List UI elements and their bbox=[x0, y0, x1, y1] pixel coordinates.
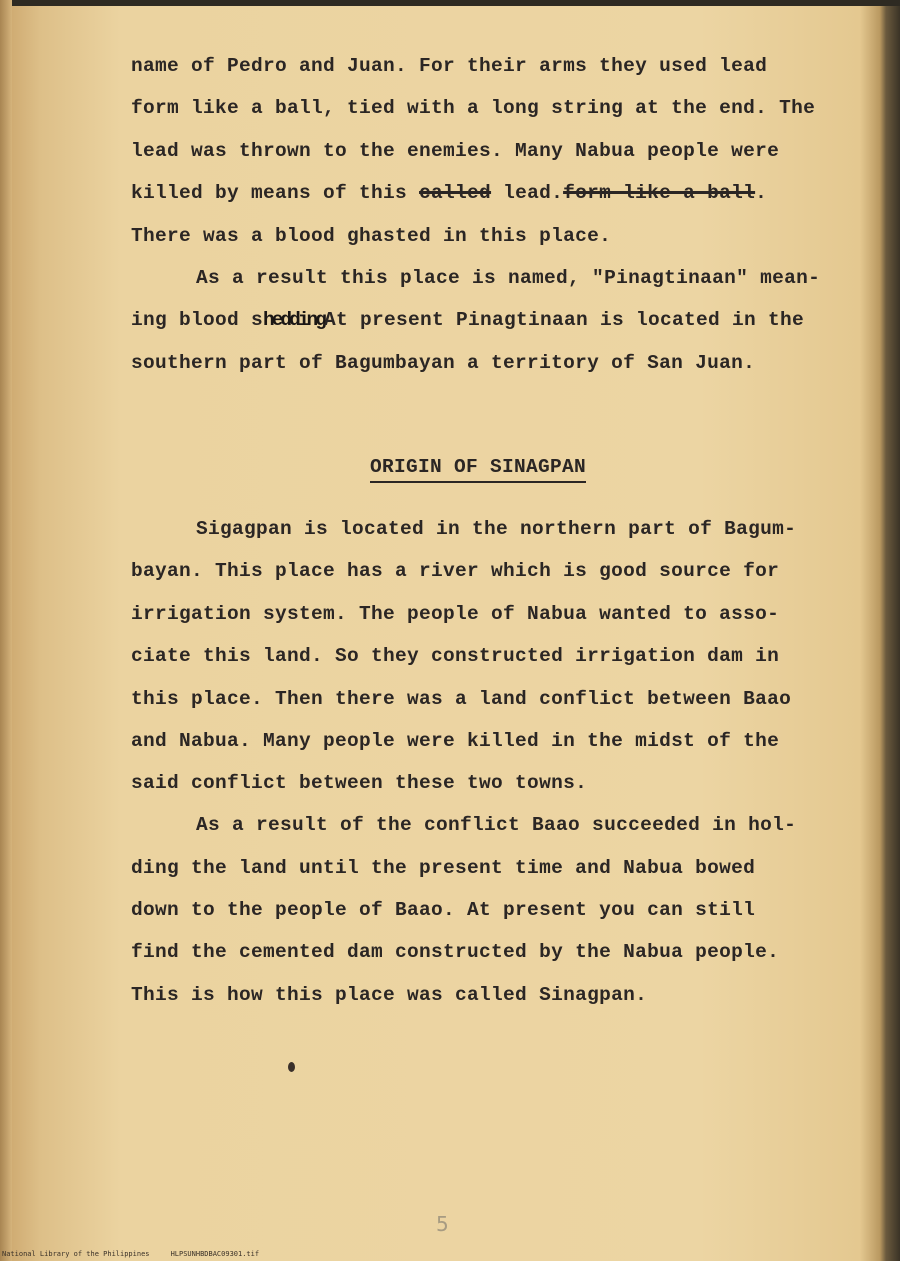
struck-phrase: form like a ball bbox=[563, 182, 756, 204]
text-line: this place. Then there was a land conflict between Baao bbox=[131, 688, 792, 710]
text-line: said conflict between these two towns. bbox=[131, 772, 588, 794]
text-line: name of Pedro and Juan. For their arms they used lead bbox=[131, 55, 768, 77]
text-line-with-strikeouts bbox=[131, 182, 767, 204]
text-line: Sigagpan is located in the northern part of Bagum- bbox=[196, 518, 797, 540]
page-number: 5 bbox=[436, 1212, 449, 1236]
text-line: As a result this place is named, "Pinagtinaan" mean- bbox=[196, 267, 821, 289]
struck-word: called bbox=[419, 182, 492, 204]
text-fragment: At present Pinagtinaan is located in the bbox=[323, 309, 805, 331]
text-fragment: lead. bbox=[491, 182, 564, 204]
text-line: As a result of the conflict Baao succeeded in hol- bbox=[196, 814, 797, 836]
text-line: form like a ball, tied with a long string at the end. The bbox=[131, 97, 816, 119]
text-fragment: ing blood s bbox=[131, 309, 264, 331]
top-shadow-edge bbox=[0, 0, 900, 6]
scan-footer-label: National Library of the Philippines HLPSUNHBDBAC09301.tif bbox=[2, 1250, 260, 1258]
text-line: and Nabua. Many people were killed in the midst of the bbox=[131, 730, 780, 752]
text-line: southern part of Bagumbayan a territory of San Juan. bbox=[131, 352, 756, 374]
ink-spot bbox=[288, 1062, 295, 1072]
text-fragment: . bbox=[755, 182, 768, 204]
text-line: find the cemented dam constructed by the Nabua people. bbox=[131, 941, 780, 963]
section-heading: ORIGIN OF SINAGPAN bbox=[370, 456, 586, 483]
text-line: ding the land until the present time and Nabua bowed bbox=[131, 857, 756, 879]
text-line: lead was thrown to the enemies. Many Nabua people were bbox=[131, 140, 780, 162]
text-line: There was a blood ghasted in this place. bbox=[131, 225, 612, 247]
text-line: This is how this place was called Sinagpan. bbox=[131, 984, 648, 1006]
smudged-text: hedding bbox=[263, 309, 324, 331]
text-line: irrigation system. The people of Nabua wanted to asso- bbox=[131, 603, 780, 625]
text-line: ciate this land. So they constructed irrigation dam in bbox=[131, 645, 780, 667]
text-line: bayan. This place has a river which is good source for bbox=[131, 560, 780, 582]
text-fragment: killed by means of this bbox=[131, 182, 420, 204]
left-binding-edge bbox=[0, 0, 12, 1261]
text-line: down to the people of Baao. At present you can still bbox=[131, 899, 756, 921]
text-line-with-smudge bbox=[131, 309, 804, 331]
